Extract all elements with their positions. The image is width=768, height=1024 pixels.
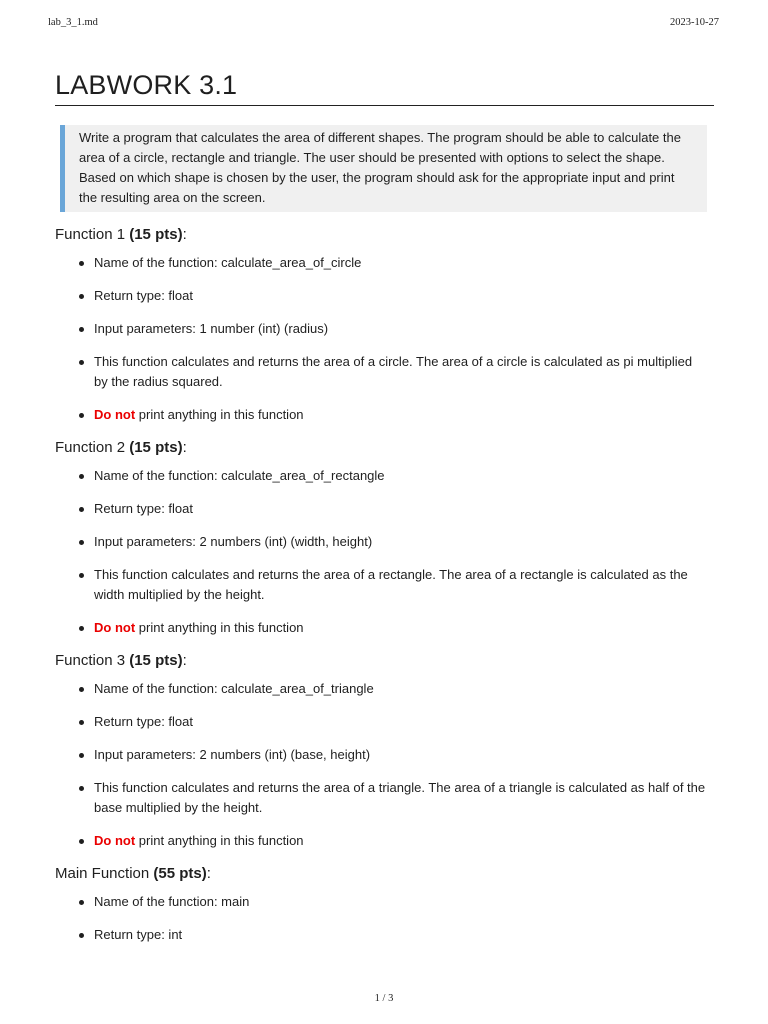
- list-item: This function calculates and returns the area of a circle. The area of a circle is calculated as pi multiplied by the radius squared.: [94, 352, 714, 392]
- section-heading: Main Function (55 pts):: [55, 865, 211, 882]
- warning-text: Do not: [94, 620, 136, 635]
- document-body: [55, 70, 714, 945]
- points-label: (55 pts): [153, 865, 207, 882]
- list-item-warning: Do not print anything in this function: [94, 405, 714, 425]
- list-item: Return type: float: [94, 499, 714, 519]
- page-title: LABWORK 3.1: [55, 70, 714, 106]
- list-item: This function calculates and returns the area of a rectangle. The area of a rectangle is calculated as the width multiplied by the height.: [94, 565, 714, 605]
- requirements-list: [55, 253, 714, 425]
- list-item: Name of the function: calculate_area_of_circle: [94, 253, 714, 273]
- intro-blockquote: Write a program that calculates the area of different shapes. The program should be able to calculate the area of a circle, rectangle and triangle. The user should be presented with options to select the shape. Based on which shape is chosen by the user, the program should ask for the appropriate input and print the resulting area on the screen.: [60, 125, 707, 212]
- print-header: [48, 17, 719, 28]
- section-main-function: [55, 864, 714, 945]
- requirements-list: [55, 679, 714, 851]
- warning-text: Do not: [94, 833, 136, 848]
- warning-text: Do not: [94, 407, 136, 422]
- page-number: 1 / 3: [374, 993, 394, 1004]
- requirements-list: [55, 892, 714, 945]
- list-item: Return type: float: [94, 286, 714, 306]
- list-item-warning: Do not print anything in this function: [94, 618, 714, 638]
- list-item: Input parameters: 1 number (int) (radius): [94, 319, 714, 339]
- section-function-3: [55, 651, 714, 851]
- section-function-2: [55, 438, 714, 638]
- list-item: This function calculates and returns the area of a triangle. The area of a triangle is calculated as half of the base multiplied by the height.: [94, 778, 714, 818]
- list-item: Return type: int: [94, 925, 714, 945]
- list-item: Name of the function: calculate_area_of_rectangle: [94, 466, 714, 486]
- list-item: Input parameters: 2 numbers (int) (width, height): [94, 532, 714, 552]
- points-label: (15 pts): [129, 652, 183, 669]
- file-name: lab_3_1.md: [48, 17, 98, 28]
- list-item: Name of the function: calculate_area_of_triangle: [94, 679, 714, 699]
- print-date: 2023-10-27: [670, 17, 719, 28]
- list-item: Return type: float: [94, 712, 714, 732]
- list-item: Input parameters: 2 numbers (int) (base, height): [94, 745, 714, 765]
- list-item: Name of the function: main: [94, 892, 714, 912]
- points-label: (15 pts): [129, 439, 183, 456]
- section-function-1: [55, 225, 714, 425]
- section-heading: Function 1 (15 pts):: [55, 226, 187, 243]
- section-heading: Function 3 (15 pts):: [55, 652, 187, 669]
- requirements-list: [55, 466, 714, 638]
- section-heading: Function 2 (15 pts):: [55, 439, 187, 456]
- points-label: (15 pts): [129, 226, 183, 243]
- list-item-warning: Do not print anything in this function: [94, 831, 714, 851]
